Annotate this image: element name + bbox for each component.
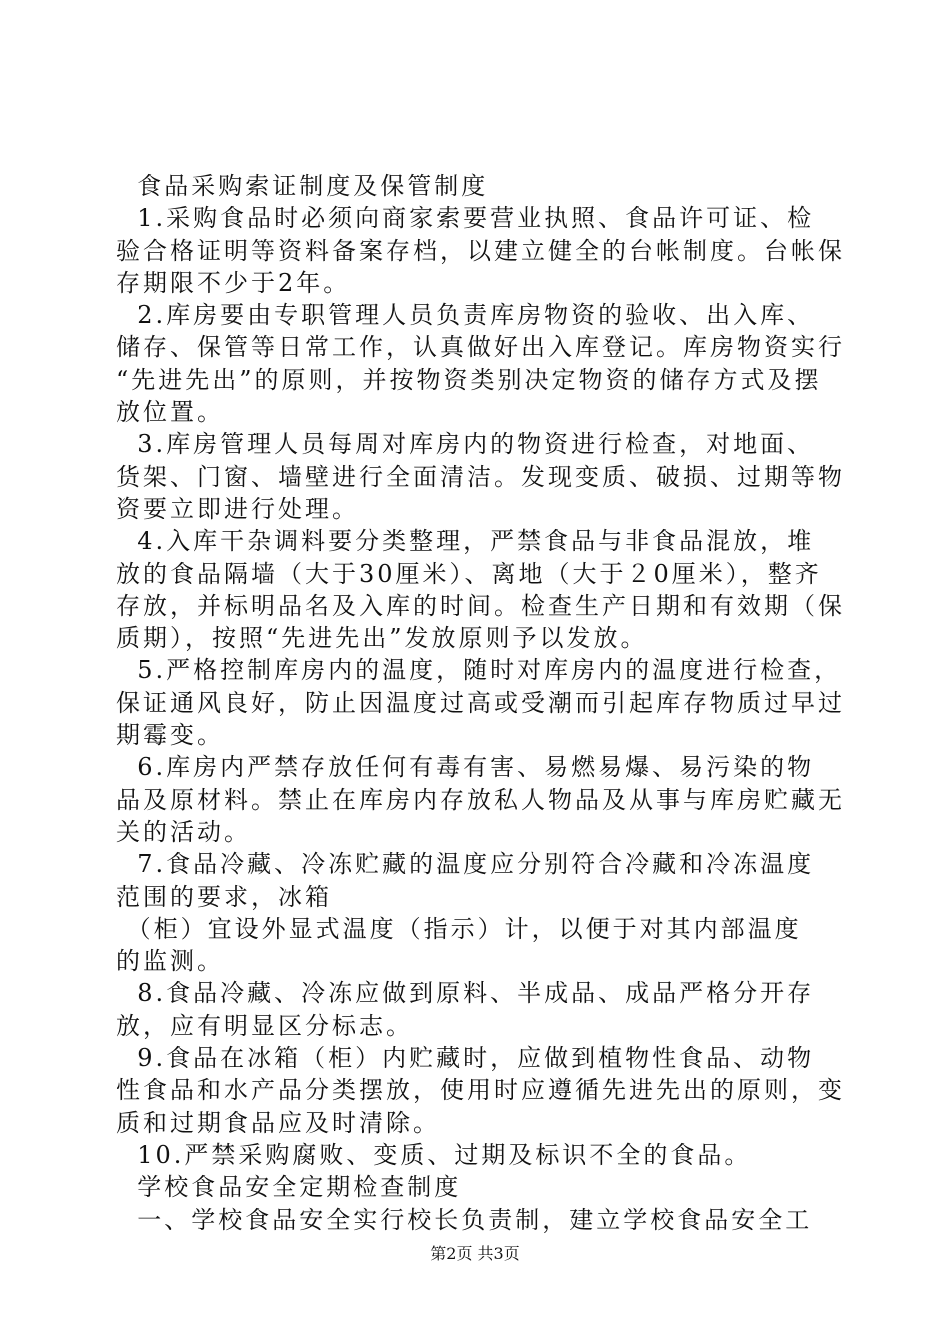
document-line: 9.食品在冰箱（柜）内贮藏时，应做到植物性食品、动物 bbox=[116, 1044, 815, 1073]
document-line: 放，应有明显区分标志。 bbox=[116, 1011, 413, 1040]
document-line: 放的食品隔墙（大于30厘米）、离地（大于２0厘米），整齐 bbox=[116, 559, 822, 588]
document-line: 资要立即进行处理。 bbox=[116, 494, 359, 523]
document-line: 质和过期食品应及时清除。 bbox=[116, 1108, 440, 1137]
document-line: 质期），按照“先进先出”发放原则予以发放。 bbox=[116, 624, 648, 653]
document-line: 的监测。 bbox=[116, 947, 224, 976]
document-line: 6.库房内严禁存放任何有毒有害、易燃易爆、易污染的物 bbox=[116, 753, 815, 782]
document-line: 3.库房管理人员每周对库房内的物资进行检查，对地面、 bbox=[116, 430, 815, 459]
page-footer: 第2页 共3页 bbox=[430, 1244, 520, 1263]
document-line: 2.库房要由专职管理人员负责库房物资的验收、出入库、 bbox=[116, 301, 815, 330]
document-line: “先进先出”的原则，并按物资类别决定物资的储存方式及摆 bbox=[116, 365, 822, 394]
document-line: 8.食品冷藏、冷冻应做到原料、半成品、成品严格分开存 bbox=[116, 979, 815, 1008]
document-line: 5.严格控制库房内的温度，随时对库房内的温度进行检查， bbox=[116, 656, 842, 685]
document-line: 10.严禁采购腐败、变质、过期及标识不全的食品。 bbox=[116, 1140, 752, 1169]
document-line: 关的活动。 bbox=[116, 817, 251, 846]
document-line: 放位置。 bbox=[116, 398, 224, 427]
document-line: 4.入库干杂调料要分类整理，严禁食品与非食品混放，堆 bbox=[116, 527, 815, 556]
document-line: 期霉变。 bbox=[116, 721, 224, 750]
document-line: 储存、保管等日常工作，认真做好出入库登记。库房物资实行 bbox=[116, 333, 845, 362]
document-line: 一、学校食品安全实行校长负责制，建立学校食品安全工 bbox=[116, 1205, 813, 1234]
document-line: 范围的要求，冰箱 bbox=[116, 882, 332, 911]
document-line: 存期限不少于2年。 bbox=[116, 268, 351, 297]
document-line: 1.采购食品时必须向商家索要营业执照、食品许可证、检 bbox=[116, 204, 815, 233]
document-line: 7.食品冷藏、冷冻贮藏的温度应分别符合冷藏和冷冻温度 bbox=[116, 850, 815, 879]
document-body bbox=[116, 170, 845, 1236]
document-line: （柜）宜设外显式温度（指示）计，以便于对其内部温度 bbox=[116, 914, 802, 943]
document-line: 货架、门窗、墙壁进行全面清洁。发现变质、破损、过期等物 bbox=[116, 462, 845, 491]
document-line: 性食品和水产品分类摆放，使用时应遵循先进先出的原则，变 bbox=[116, 1076, 845, 1105]
document-line: 品及原材料。禁止在库房内存放私人物品及从事与库房贮藏无 bbox=[116, 785, 845, 814]
document-line: 存放，并标明品名及入库的时间。检查生产日期和有效期（保 bbox=[116, 591, 845, 620]
document-line: 食品采购索证制度及保管制度 bbox=[116, 172, 489, 200]
document-line: 验合格证明等资料备案存档，以建立健全的台帐制度。台帐保 bbox=[116, 236, 845, 265]
document-line: 学校食品安全定期检查制度 bbox=[116, 1173, 462, 1202]
document-line: 保证通风良好，防止因温度过高或受潮而引起库存物质过早过 bbox=[116, 688, 845, 717]
